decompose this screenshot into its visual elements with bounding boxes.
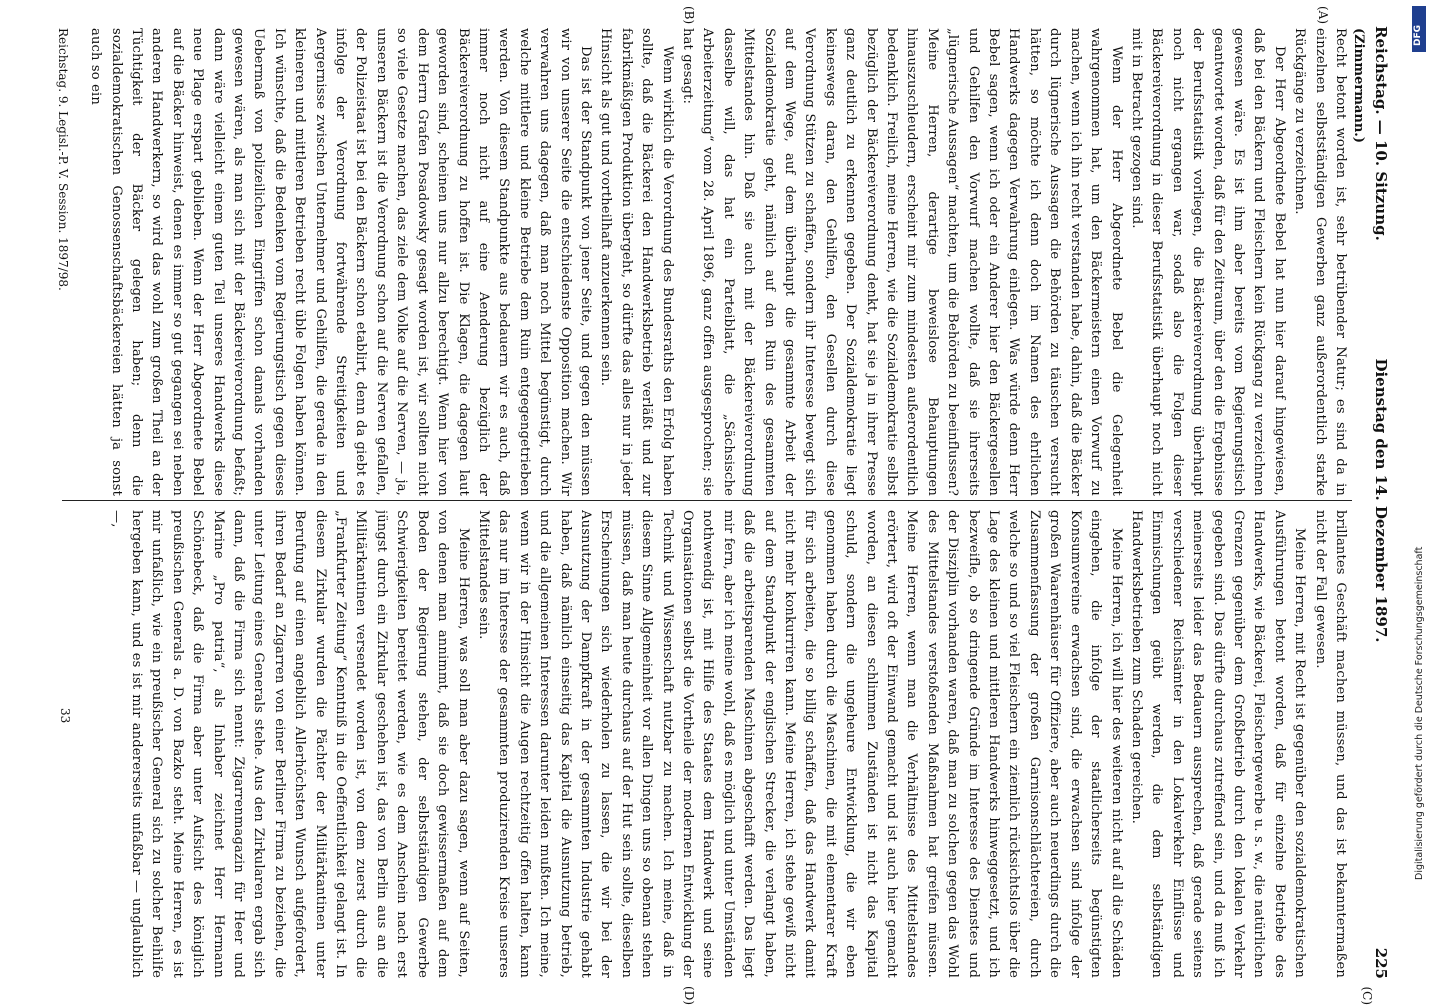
rotated-newspaper-page [48,6,1396,1005]
digitization-credit: Digitalisierung gefördert durch die Deutsche Forschungsgemeinschaft [1414,546,1425,880]
dfg-logo [1412,6,1426,52]
header-session: Reichstag. — 10. Sitzung. [1372,26,1390,241]
paragraph: Der Herr Abgeordnete Bebel hat nun hier darauf hingewiesen, daß bei den Bäckern und Fleischern kein Rückgang zu verzeichnen gewesen wäre. Es ist ihm aber bereits vom Regierungstisch geantwortet worden, daß für den Zeitraum, über den die Ergebnisse der Berufsstatistik vorliegen, die Bäckereiverordnung überhaupt noch nicht ergangen war, sodaß also die Folgen dieser Bäckereiverordnung in dieser Berufsstatistik überhaupt noch nicht mit in Betracht gezogen sind. [1128,28,1287,496]
column-divider [62,500,1352,501]
paragraph: Recht betont worden ist, sehr betrübender Natur; es sind da in einzelnen selbstständigen Gewerben ganz außerordentlich starke Rückgänge zu verzeichnen. [1292,28,1348,496]
paragraph: Meine Herren, was soll man aber dazu sagen, wenn auf Seiten, von denen man annimmt, daß sie doch gewissermaßen auf dem Boden der Regierung stehen, der selbstständigen Gewerbe Schwierigkeiten bereitet werden, wie es dem Anschein nach erst jüngst durch ein Zirkular geschehen ist, das von Berlin aus an die Militärkantinen versendet worden ist, von dem zuerst durch die „Frankfurter Zeitung“ Kenntniß in die Oeffentlichkeit gelangt ist. In diesem Zirkular wurden die Pächter der Militärkantinen unter Berufung auf einen angeblich Allerhöchsten Wunsch aufgefordert, ihren Bedarf an Zigarren von einer Berliner Firma zu beziehen, die unter Leitung eines Generals stehe. Aus den Zirkularen ergab sich dann, daß die Firma sich nennt: Zigarrenmagazin für Heer und Marine „Pro patria“, als Inhaber zeichnet Herr Hermann Schönebeck, daß die Firma aber unter Aufsicht des königlich preußischen Generals a. D. von Bazko steht. Meine Herren, es ist mir unfaßlich, wie ein preußischer General sich zu solcher Beihilfe hergeben kann, und es ist mir andererseits unfaßbar — unglaublich —, [108,510,471,978]
margin-mark-c: (C) [1360,986,1374,1005]
header-page-number: 225 [1372,947,1390,979]
paragraph: Meine Herren, mit Recht ist gegenüber den sozialdemokratischen Ausführungen betont worden, daß für einzelne Betriebe des Handwerks, wie Bäckerei, Fleischergewerbe u. s. w., die natürlichen Grenzen gegenüber dem Großbetrieb durch den lokalen Verkehr gegeben sind. Das dürfte durchaus zutreffend sein, und da muß ich meinerseits leider das Bedauern aussprechen, daß gerade seitens verschiedener Reichsämter in den Lokalverkehr Einflüsse und Einmischungen geübt werden, die dem selbständigen Handwerksbetrieben zum Schaden gereichen. [1128,510,1308,978]
header-date: Dienstag den 14. Dezember 1897. [1372,358,1390,643]
margin-mark-d: (D) [682,986,696,1005]
page-signature: 33 [58,708,72,724]
margin-mark-a: (A) [1316,6,1330,25]
speaker-tag: (Zimmermann.) [1351,28,1366,143]
paragraph: Wenn der Herr Abgeordnete Bebel die Gelegenheit wahrgenommen hat, um den Bäckermeistern einen Vorwurf zu machen, wenn ich ihn recht verstanden habe, dahin, daß die Bäcker durch lügnerische Aussagen die Behörden zu täuschen versucht hätten, so möchte ich denn doch im Namen des ehrlichen Handwerks dagegen Verwahrung einlegen. Was würde denn Herr Bebel sagen, wenn ich oder ein Anderer hier den Bäckergesellen und Gehilfen den Vorwurf machen wollte, daß sie ihrerseits „lügnerische Aussagen“ machten, um die Behörden zu beeinflussen? Meine Herren, derartige beweislose Behauptungen hinauszuschleudern, erscheint mir zum mindesten außerordentlich bedenklich. Freilich, meine Herren, wie die Sozialdemokratie selbst bezüglich der Bäckereiverordnung denkt, hat sie ja in ihrer Presse ganz deutlich zu erkennen gegeben. Der Sozialdemokratie liegt keineswegs daran, den Gehilfen, den Gesellen durch diese Verordnung Stützen zu schaffen, sondern ihr Interesse bewegt sich auf dem Wege, auf dem überhaupt die gesammte Arbeit der Sozialdemokratie geht, nämlich auf den Ruin des gesammten Mittelstandes hin. Daß sie auch mit der Bäckereiverordnung dasselbe will, das hat ein Parteiblatt, die „Sächsische Arbeiterzeitung“ vom 28. April 1896, ganz offen ausgesprochen; sie hat gesagt: [680,28,1124,496]
paragraph: brillantes Geschäft machen müssen, und das ist bekanntermaßen nicht der Fall gewesen. [1312,510,1348,978]
margin-mark-b: (B) [682,6,696,25]
paragraph: Das ist der Standpunkt von jener Seite, und gegen den müssen wir von unserer Seite die entschiedenste Opposition machen. Wir verwahren uns dagegen, daß man noch Mittel begünstigt, durch welche mittlere und kleine Betriebe dem Ruin entgegengetrieben werden. Von diesem Standpunkte aus bedauern wir es auch, daß immer noch nicht auf eine Aenderung bezüglich der Bäckereiverordnung zu hoffen ist. Die Klagen, die dagegen laut geworden sind, scheinen uns nur allzu berechtigt. Wenn hier von dem Herrn Grafen Posadowsky gesagt worden ist, wir sollten nicht so viele Gesetze machen, das ziele dem Volke auf die Nerven, — ja, unseren Bäckern ist die Verordnung schon auf die Nerven gefallen, der Polizeistaat ist bei den Bäckern schon etablirt, denn da giebt es infolge der Verordnung fortwährende Streitigkeiten und Aergernisse zwischen Unternehmer und Gehilfen, die gerade in den kleineren und mittleren Betrieben recht üble Folgen haben können. Ich wünschte, daß die Bedenken vom Regierungstisch gegen dieses Uebermaß von polizeilichen Eingriffen schon damals vorhanden gewesen wären, als man sich mit der Bäckereiverordnung befaßt; dann wäre vielleicht einem guten Teil unseres Handwerks diese neue Plage erspart geblieben. Wenn der Herr Abgeordnete Bebel auf die Bäcker hinweist, denen es immer so gut gegangen sei neben anderen Handwerkern, so wird das wohl zum großen Theil an der Tüchtigkeit der Bäcker gelegen haben; denn die sozialdemokratischen Genossenschaftsbäckereien hätten ja sonst auch so ein [88,28,593,496]
footer-session-info: Reichstag. 9. Legisl.-P. V. Session. 1897/98. [56,28,70,291]
paragraph: Meine Herren, ich will hier des weiteren nicht auf all die Schäden eingehen, die infolge der staatlicherseits begünstigten Konsumvereine erwachsen sind, die erwachsen sind infolge der großen Waarenhäuser für Offiziere, aber auch neuerdings durch die Zusammenfassung der großen Garnisonschlächtereien, durch welche so und so viel Fleischern ein ziemlich rücksichtslos über die Lage des kleinen und mittleren Handwerks hinweggesetzt, und ich bezweifle, ob so dringende Gründe im Interesse des Dienstes und der Disziplin vorhanden waren, daß man zu solchen gegen das Wohl des Mittelstandes verstoßenden Maßnahmen hat greifen müssen. Meine Herren, wenn man die Verhältnisse des Mittelstandes erörtert, wird oft der Einwand gemacht und ist auch hier gemacht worden, an diesen schlimmen Zuständen ist nicht das Kapital schuld, sondern die ungeheure Entwicklung, die wir eben genommen haben durch die Maschinen, die mit elementarer Kraft für sich arbeiten, die so billig schaffen, daß das Handwerk damit nicht mehr konkurriren kann. Meine Herren, ich stehe gewiß nicht auf dem Standpunkt der englischen Strecker, die verlangt haben, daß die arbeitsparenden Maschinen abgeschafft werden. Das liegt mir fern, aber ich meine wohl, daß es möglich und unter Umständen nothwendig ist, mit Hilfe des Staates dem Handwerk und seine Organisationen selbst die Vortheile der modernen Entwicklung der Technik und Wissenschaft nutzbar zu machen. Ich meine, daß in diesem Sinne Allgemeinheit vor allen Dingen uns so obenan stehen müssen, daß man heute durchaus auf der Hut sein sollte, dieselben Erscheinungen sich wiederholen zu lassen, die wir bei der Ausnutzung der Dampfkraft in der gesammten Industrie gehabt haben, daß nämlich einseitig das Kapital die Ausnutzung betrieb, und die allgemeinen Interessen darunter leiden mußten. Ich meine, wenn wir in der Hinsicht die Augen rechtzeitig offen halten, kann das nur im Interesse der gesammten produzirenden Kreise unseres Mittelstandes sein. [475,510,1124,978]
dfg-logo-text: DFG [1413,24,1423,46]
page-header [1360,8,1396,993]
right-text-column [70,510,1350,978]
quote-paragraph: Wenn wirklich die Verordnung des Bundesraths den Erfolg haben sollte, daß die Bäckerei den Handwerksbetrieb verläßt und zur fabrikmäßigen Produktion übergeht, so dürfte das alles nur in jeder Hinsicht als gut und vortheilhaft anzuerkennen sein. [598,28,675,496]
left-text-column [70,28,1350,496]
